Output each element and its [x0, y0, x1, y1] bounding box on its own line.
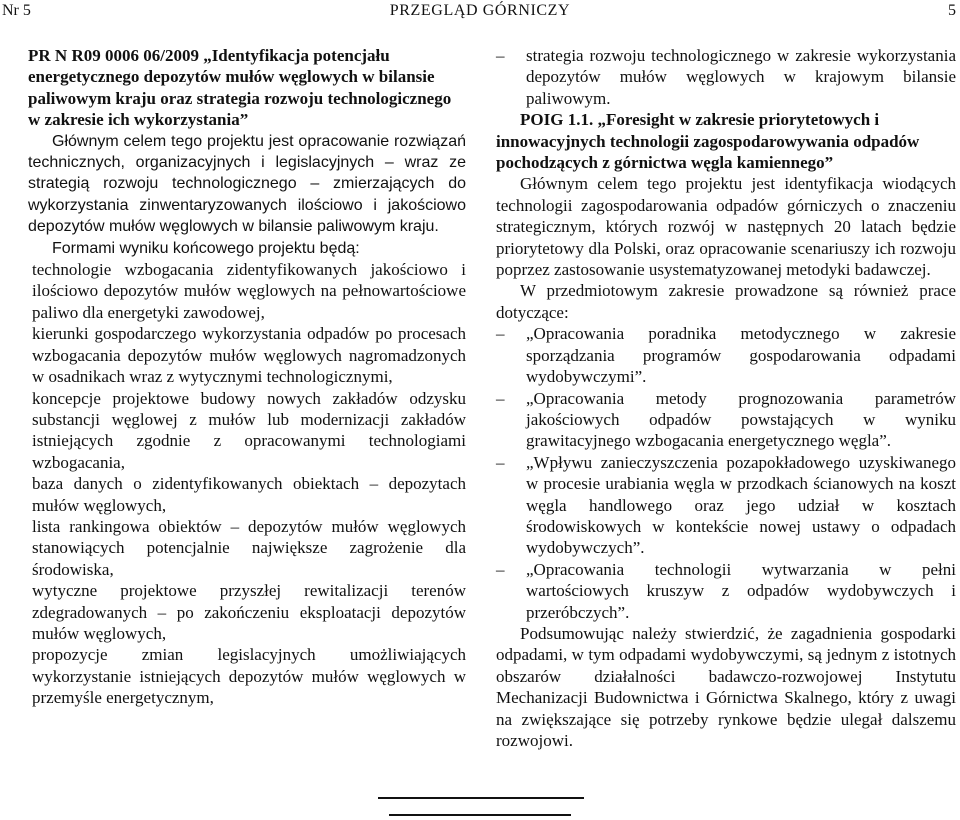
dash-marker: – [496, 559, 505, 579]
footer-divider-top [378, 797, 584, 799]
list-item: – „Opracowania metody prognozowania parametrów jakościowych odpadów powstających w wyniku grawitacyjnego wzbogacania energetycznego węgla”. [496, 388, 956, 451]
right-column [496, 45, 956, 751]
goal-paragraph: Głównym celem tego projektu jest identyfikacja wiodących technologii zagospodarowania odpadów górniczych o znaczeniu strategicznym, których rozwój w następnych 20 latach będzie priorytetowy dla Polski, oraz opracowanie scenariuszy ich rozwoju poprzez zastosowanie usystematyzowanej metodyki badawczej. [496, 174, 956, 280]
project-title: PR N R09 0006 06/2009 „Identyfikacja potencjału energetycznego depozytów mułów węglowych w bilansie paliwowym kraju oraz strategia rozwoju technologicznego w zakresie ich wykorzystania” [28, 46, 452, 130]
results-list [0, 259, 466, 709]
list-item: – „Opracowania technologii wytwarzania w pełni wartościowych kruszyw z odpadów wydobywczych i przeróbczych”. [496, 559, 956, 622]
continued-list [496, 45, 956, 109]
list-item: wytyczne projektowe przyszłej rewitalizacji terenów zdegradowanych – po zakończeniu eksploatacji depozytów mułów węglowych, [32, 581, 466, 643]
dash-marker: – [496, 388, 505, 408]
footer-divider-bottom [389, 814, 571, 816]
additional-list [496, 323, 956, 623]
summary-paragraph: Podsumowując należy stwierdzić, że zagadnienia gospodarki odpadami, w tym odpadami wydobywczymi, są jednym z istotnych obszarów działalności badawczo-rozwojowej Instytutu Mechanizacji Budownictwa i Górnictwa Skalnego, który z uwagi na zwiększające się potrzeby rynkowe będzie ulegał dalszemu rozwojowi. [496, 623, 956, 750]
list-item: kierunki gospodarczego wykorzystania odpadów po procesach wzbogacania depozytów mułów węglowych nagromadzonych w osadnikach wraz z wytycznymi technologicznymi, [32, 324, 466, 387]
list-item: baza danych o zidentyfikowanych obiektach – depozytach mułów węglowych, [32, 474, 466, 515]
left-column [28, 45, 466, 709]
additional-lead: W przedmiotowym zakresie prowadzone są również prace dotyczące: [496, 281, 956, 322]
running-header [0, 0, 960, 24]
journal-title: PRZEGLĄD GÓRNICZY [389, 2, 571, 19]
dash-marker: – [496, 46, 505, 65]
dash-marker: – [496, 324, 505, 344]
results-lead: Formami wyniku końcowego projektu będą: [52, 239, 360, 257]
list-item: – „Opracowania poradnika metodycznego w zakresie sporządzania programów gospodarowania odpadami wydobywczymi”. [496, 324, 956, 387]
list-item: technologie wzbogacania zidentyfikowanych jakościowo i ilościowo depozytów mułów węglowych na pełnowartościowe paliwo dla energetyki zawodowej, [32, 260, 466, 322]
dash-marker: – [496, 452, 505, 472]
list-item: – „Wpływu zanieczyszczenia pozapokładowego uzyskiwanego w procesie urabiania węgla w przodkach ścianowych na koszt węgla handlowego oraz jego udział w kosztach środowiskowych w kontekście nowej ustawy o odpadach wydobywczych”. [496, 452, 956, 558]
list-item: koncepcje projektowe budowy nowych zakładów odzysku substancji węglowej z mułów lub modernizacji zakładów istniejących zgodnie z opracowanymi technologiami wzbogacania, [32, 388, 466, 472]
list-item: lista rankingowa obiektów – depozytów mułów węglowych stanowiących potencjalnie największe zagrożenie dla środowiska, [32, 516, 466, 579]
intro-paragraph: Głównym celem tego projektu jest opracowanie rozwiązań technicznych, organizacyjnych i legislacyjnych – wraz ze strategią rozwoju technologicznego – zmierzających do wykorzystania zinwentaryzowanych ilościowo i jakościowo depozytów mułów węglowych w bilansie paliwowym kraju. [28, 132, 466, 236]
issue-number: Nr 5 [2, 2, 31, 19]
page-number: 5 [948, 2, 956, 19]
project-heading: POIG 1.1. „Foresight w zakresie priorytetowych i innowacyjnych technologii zagospodarowywania odpadów pochodzących z górnictwa węgla kamiennego” [496, 110, 920, 173]
list-item: – strategia rozwoju technologicznego w zakresie wykorzystania depozytów mułów węglowych w krajowym bilansie paliwowym. [496, 46, 956, 108]
list-item: propozycje zmian legislacyjnych umożliwiających wykorzystanie istniejących depozytów mułów węglowych w przemyśle energetycznym, [32, 645, 466, 708]
